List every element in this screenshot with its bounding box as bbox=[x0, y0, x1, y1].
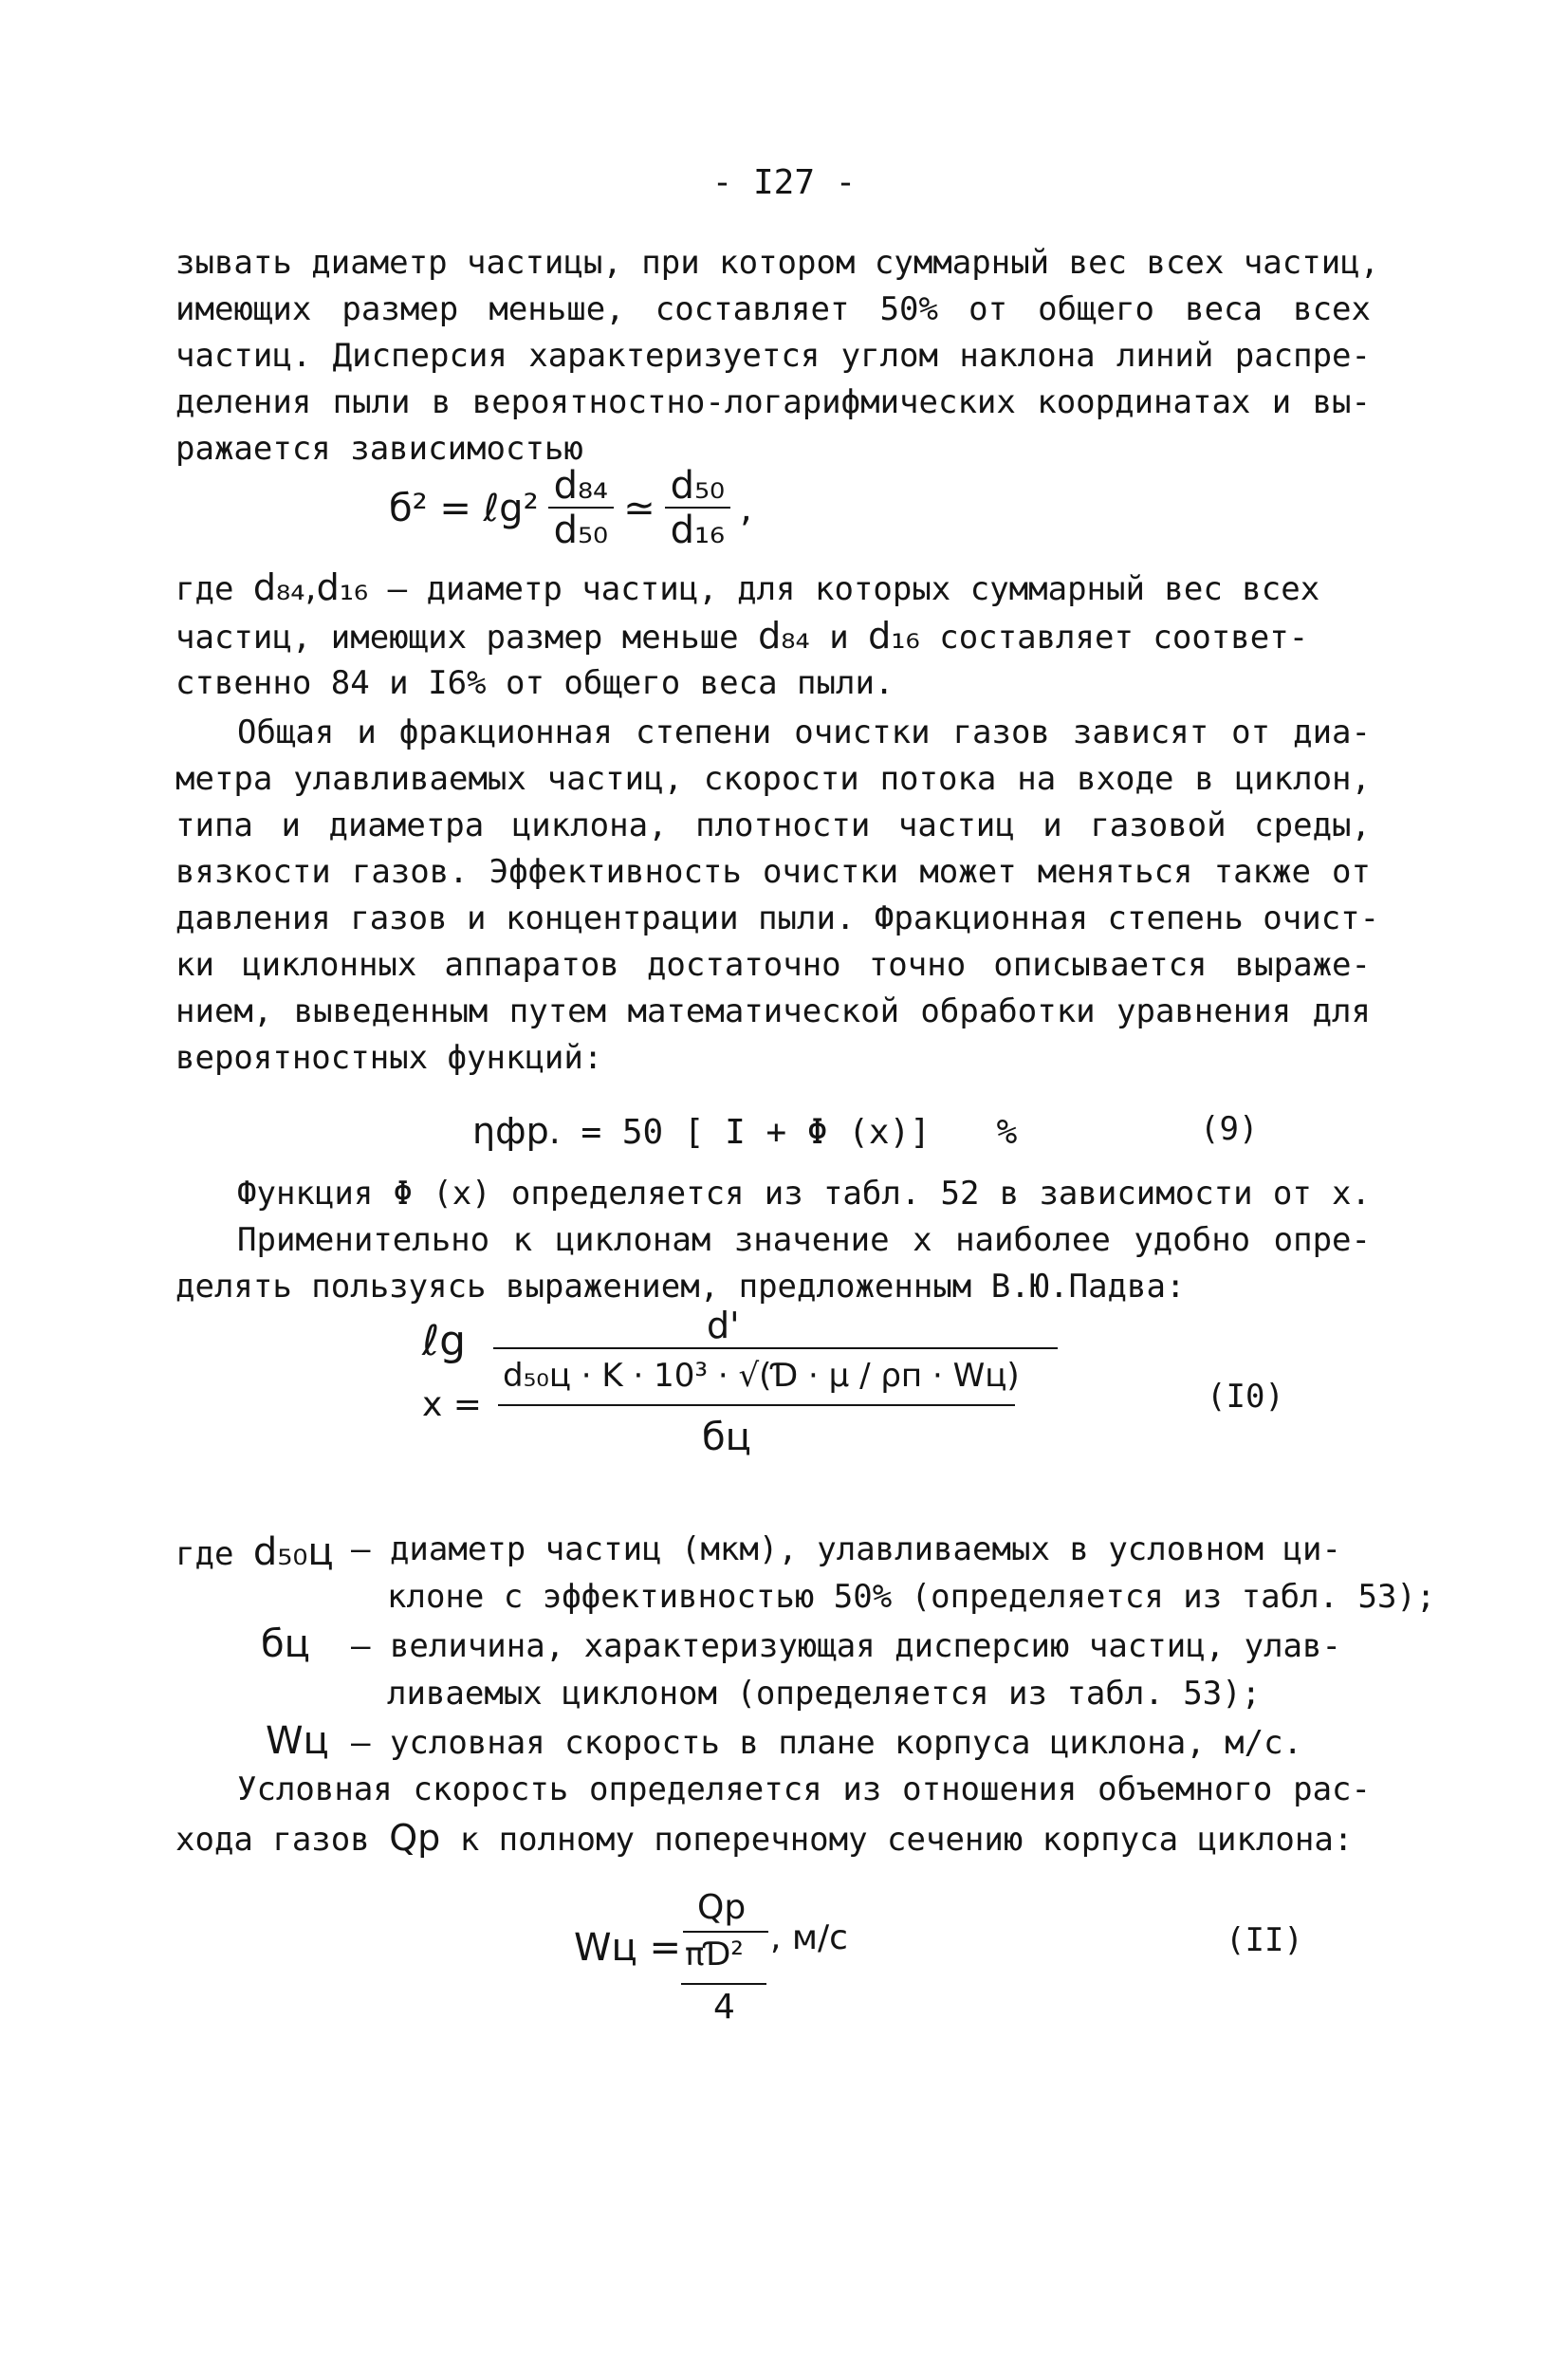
formula-9-unit: % bbox=[996, 1113, 1018, 1152]
formula-11-inner-bar bbox=[681, 1983, 766, 1985]
formula-dispersion-den2: d₁₆ bbox=[670, 509, 726, 552]
formula-11-lhs: Wц = bbox=[574, 1926, 682, 1970]
formula-10-outer-fraction-bar bbox=[493, 1347, 1058, 1349]
formula-9-rhs: = 50 [ I + Φ (x)] bbox=[581, 1113, 931, 1152]
equation-number-9: (9) bbox=[1200, 1110, 1259, 1148]
paragraph3-line: Применительно к циклонам значение x наиболее удобно опре- bbox=[237, 1221, 1371, 1259]
paragraph3-line: Функция Φ (x) определяется из табл. 52 в зависимости от x. bbox=[237, 1175, 1371, 1213]
formula-10-numerator: d' bbox=[707, 1305, 740, 1346]
formula-10-x: x = bbox=[422, 1385, 482, 1424]
paragraph1-line: деления пыли в вероятностно-логарифмических координатах и вы- bbox=[175, 383, 1371, 421]
paragraph4-line2a: хода газов bbox=[175, 1821, 370, 1859]
paragraph1-line: ражается зависимостью bbox=[175, 430, 583, 468]
formula-11-denominator: 4 bbox=[713, 1988, 735, 2027]
where-text1: – диаметр частиц, для которых суммарный вес всех bbox=[368, 570, 1320, 608]
page-number: - I27 - bbox=[711, 163, 857, 202]
formula-10-denominator: d₅₀ц · K · 10³ · √(Ɗ · μ / ρп · Wц) bbox=[503, 1357, 1020, 1395]
paragraph2-line: типа и диаметра циклона, плотности частиц и газовой среды, bbox=[175, 806, 1371, 844]
definition-symbol: Wц bbox=[266, 1719, 329, 1763]
paragraph4-line1: Условная скорость определяется из отношения объемного рас- bbox=[237, 1770, 1371, 1808]
definition-text: – условная скорость в плане корпуса циклона, м/с. bbox=[351, 1724, 1303, 1762]
paragraph2-line: Общая и фракционная степени очистки газов зависят от диа- bbox=[237, 713, 1371, 751]
where-line2b: составляет соответ- bbox=[939, 619, 1309, 657]
formula-11-middle: πƊ² bbox=[685, 1936, 744, 1973]
formula-11-numerator: Qр bbox=[697, 1888, 747, 1927]
formula-10-inner-fraction-bar bbox=[498, 1404, 1015, 1406]
formula-dispersion bbox=[389, 465, 752, 552]
where-and: и bbox=[829, 619, 849, 657]
paragraph2-line: давления газов и концентрации пыли. Фракционная степень очист- bbox=[175, 899, 1380, 937]
definition-d50c: где d₅₀ц bbox=[175, 1530, 334, 1574]
where-symbols: d₈₄,d₁₆ bbox=[252, 566, 369, 608]
definition-symbol: бц bbox=[261, 1622, 310, 1666]
where-lead: где bbox=[175, 570, 234, 608]
where-d84-d16-line2 bbox=[175, 615, 1308, 657]
paragraph2-line: ки циклонных аппаратов достаточно точно описывается выраже- bbox=[175, 946, 1371, 984]
paragraph4-line2b: к полному поперечному сечению корпуса циклона: bbox=[459, 1821, 1354, 1859]
where-d84-d16-line3: ственно 84 и I6% от общего веса пыли. bbox=[175, 664, 895, 702]
formula-9-lhs: ηфр. bbox=[472, 1110, 561, 1152]
where-d84-d16-line1 bbox=[175, 566, 1319, 608]
paragraph2-line: нием, выведенным путем математической обработки уравнения для bbox=[175, 992, 1371, 1030]
paragraph4-symbol-qp: Qр bbox=[389, 1817, 441, 1859]
where-sym-d84: d₈₄ bbox=[758, 615, 810, 657]
where-sym-d16: d₁₆ bbox=[868, 615, 920, 657]
paragraph1-line: частиц. Дисперсия характеризуется углом наклона линий распре- bbox=[175, 337, 1371, 375]
equation-number-10: (I0) bbox=[1207, 1378, 1284, 1416]
definition-text: клоне с эффективностью 50% (определяется из табл. 53); bbox=[387, 1578, 1436, 1616]
formula-dispersion-approx: ≃ bbox=[623, 487, 655, 530]
formula-10-sigma: бц bbox=[702, 1416, 751, 1459]
definition-text: ливаемых циклоном (определяется из табл. 53); bbox=[387, 1675, 1262, 1713]
paragraph2-line: метра улавливаемых частиц, скорости потока на входе в циклон, bbox=[175, 760, 1371, 798]
paragraph4-line2 bbox=[175, 1817, 1353, 1859]
formula-11-unit: , м/с bbox=[770, 1918, 848, 1957]
paragraph2-line: вероятностных функций: bbox=[175, 1039, 603, 1077]
formula-9 bbox=[472, 1110, 1017, 1152]
formula-dispersion-num1: d₈₄ bbox=[548, 465, 614, 509]
formula-dispersion-punct: , bbox=[740, 487, 752, 530]
formula-11-fraction-bar bbox=[683, 1931, 768, 1933]
formula-10-lg: ℓg bbox=[422, 1317, 467, 1365]
formula-dispersion-den1: d₅₀ bbox=[553, 509, 609, 552]
formula-dispersion-lhs: б² = ℓg² bbox=[389, 487, 539, 530]
paragraph1-line: имеющих размер меньше, составляет 50% от общего веса всех bbox=[175, 290, 1371, 328]
formula-dispersion-num2: d₅₀ bbox=[665, 465, 730, 509]
where-line2a: частиц, имеющих размер меньше bbox=[175, 619, 739, 657]
definition-symbol: d₅₀ц bbox=[252, 1530, 334, 1574]
paragraph1-line: зывать диаметр частицы, при котором суммарный вес всех частиц, bbox=[175, 244, 1380, 282]
paragraph3-line: делять пользуясь выражением, предложенным В.Ю.Падва: bbox=[175, 1268, 1186, 1306]
definition-text: – диаметр частиц (мкм), улавливаемых в условном ци- bbox=[351, 1530, 1341, 1568]
definition-text: – величина, характеризующая дисперсию частиц, улав- bbox=[351, 1627, 1341, 1665]
paragraph2-line: вязкости газов. Эффективность очистки может меняться также от bbox=[175, 853, 1371, 891]
equation-number-11: (II) bbox=[1226, 1921, 1303, 1959]
